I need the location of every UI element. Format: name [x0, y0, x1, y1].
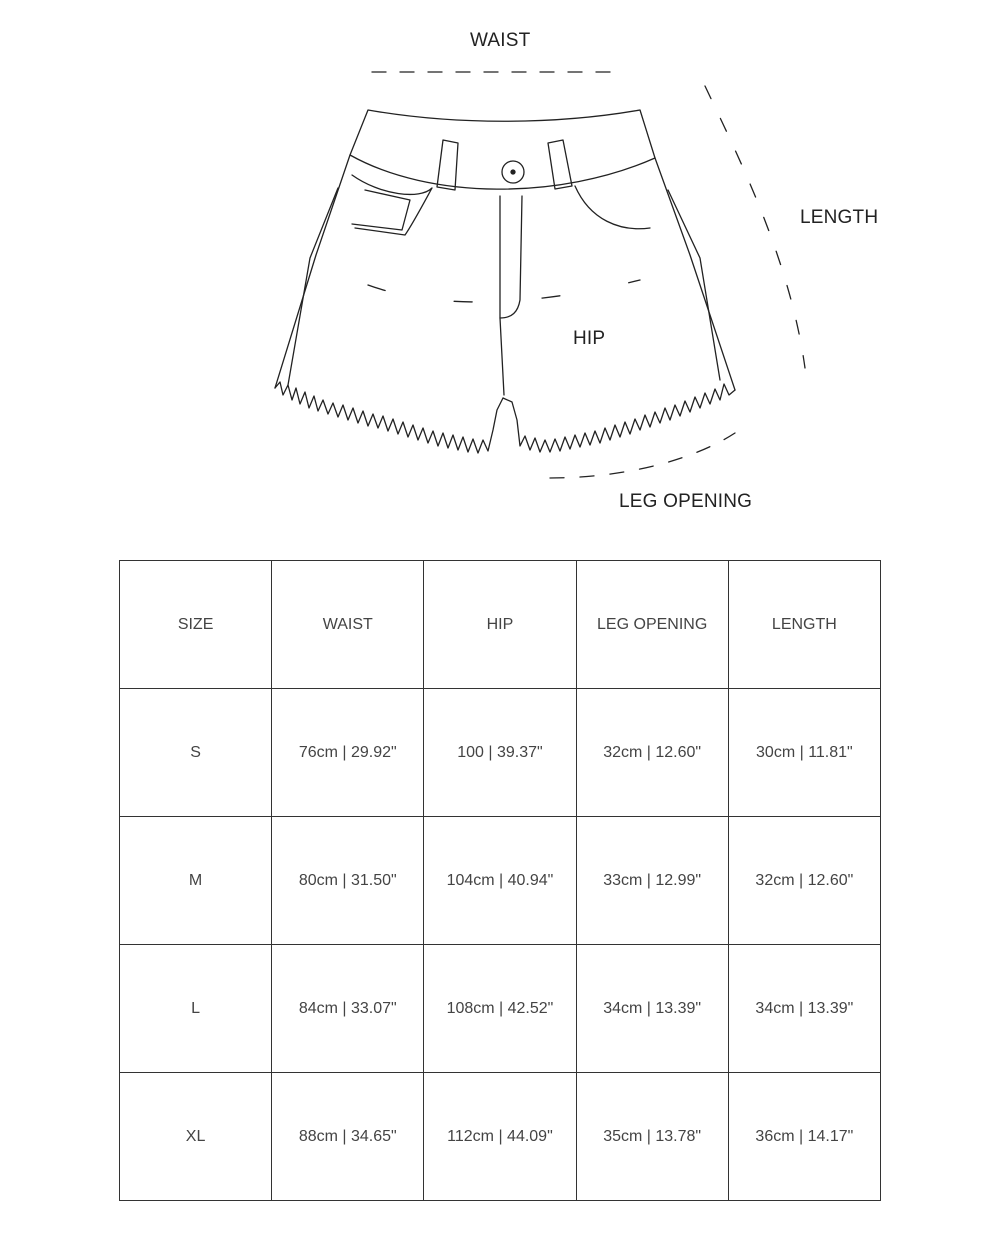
cell-leg-opening: 34cm | 13.39" [576, 945, 728, 1073]
size-chart-table [119, 560, 881, 1201]
cell-waist: 80cm | 31.50" [272, 817, 424, 945]
header-length: LENGTH [728, 561, 880, 689]
length-measure-line [705, 86, 805, 368]
shorts-diagram [0, 0, 1000, 540]
table-row [120, 1073, 881, 1201]
table-header-row [120, 561, 881, 689]
hip-label: HIP [573, 328, 606, 349]
waistband [350, 110, 655, 189]
header-hip: HIP [424, 561, 576, 689]
leg-opening-label: LEG OPENING [619, 491, 753, 512]
left-outline [275, 155, 350, 388]
hip-measure-line [368, 280, 640, 302]
cell-size: S [120, 689, 272, 817]
pocket-right [575, 186, 650, 229]
waist-label: WAIST [470, 30, 531, 51]
right-outline [655, 158, 735, 390]
cell-leg-opening: 35cm | 13.78" [576, 1073, 728, 1201]
header-size: SIZE [120, 561, 272, 689]
header-waist: WAIST [272, 561, 424, 689]
leg-opening-measure-line [550, 433, 735, 478]
cell-waist: 84cm | 33.07" [272, 945, 424, 1073]
cell-size: M [120, 817, 272, 945]
cell-hip: 100 | 39.37" [424, 689, 576, 817]
cell-hip: 112cm | 44.09" [424, 1073, 576, 1201]
length-label: LENGTH [800, 207, 879, 228]
cell-leg-opening: 33cm | 12.99" [576, 817, 728, 945]
cell-length: 30cm | 11.81" [728, 689, 880, 817]
fly [500, 196, 504, 395]
belt-loop-right [548, 140, 572, 189]
table-row [120, 817, 881, 945]
cell-size: L [120, 945, 272, 1073]
cell-leg-opening: 32cm | 12.60" [576, 689, 728, 817]
table-row [120, 689, 881, 817]
cell-hip: 108cm | 42.52" [424, 945, 576, 1073]
cell-waist: 76cm | 29.92" [272, 689, 424, 817]
header-leg-opening: LEG OPENING [576, 561, 728, 689]
hem-right [503, 384, 735, 452]
cell-length: 34cm | 13.39" [728, 945, 880, 1073]
cell-hip: 104cm | 40.94" [424, 817, 576, 945]
cell-length: 36cm | 14.17" [728, 1073, 880, 1201]
table-row [120, 945, 881, 1073]
cell-waist: 88cm | 34.65" [272, 1073, 424, 1201]
hem-left [275, 382, 503, 453]
belt-loop-left [437, 140, 458, 190]
cell-length: 32cm | 12.60" [728, 817, 880, 945]
shorts-drawing [0, 0, 1000, 540]
cell-size: XL [120, 1073, 272, 1201]
